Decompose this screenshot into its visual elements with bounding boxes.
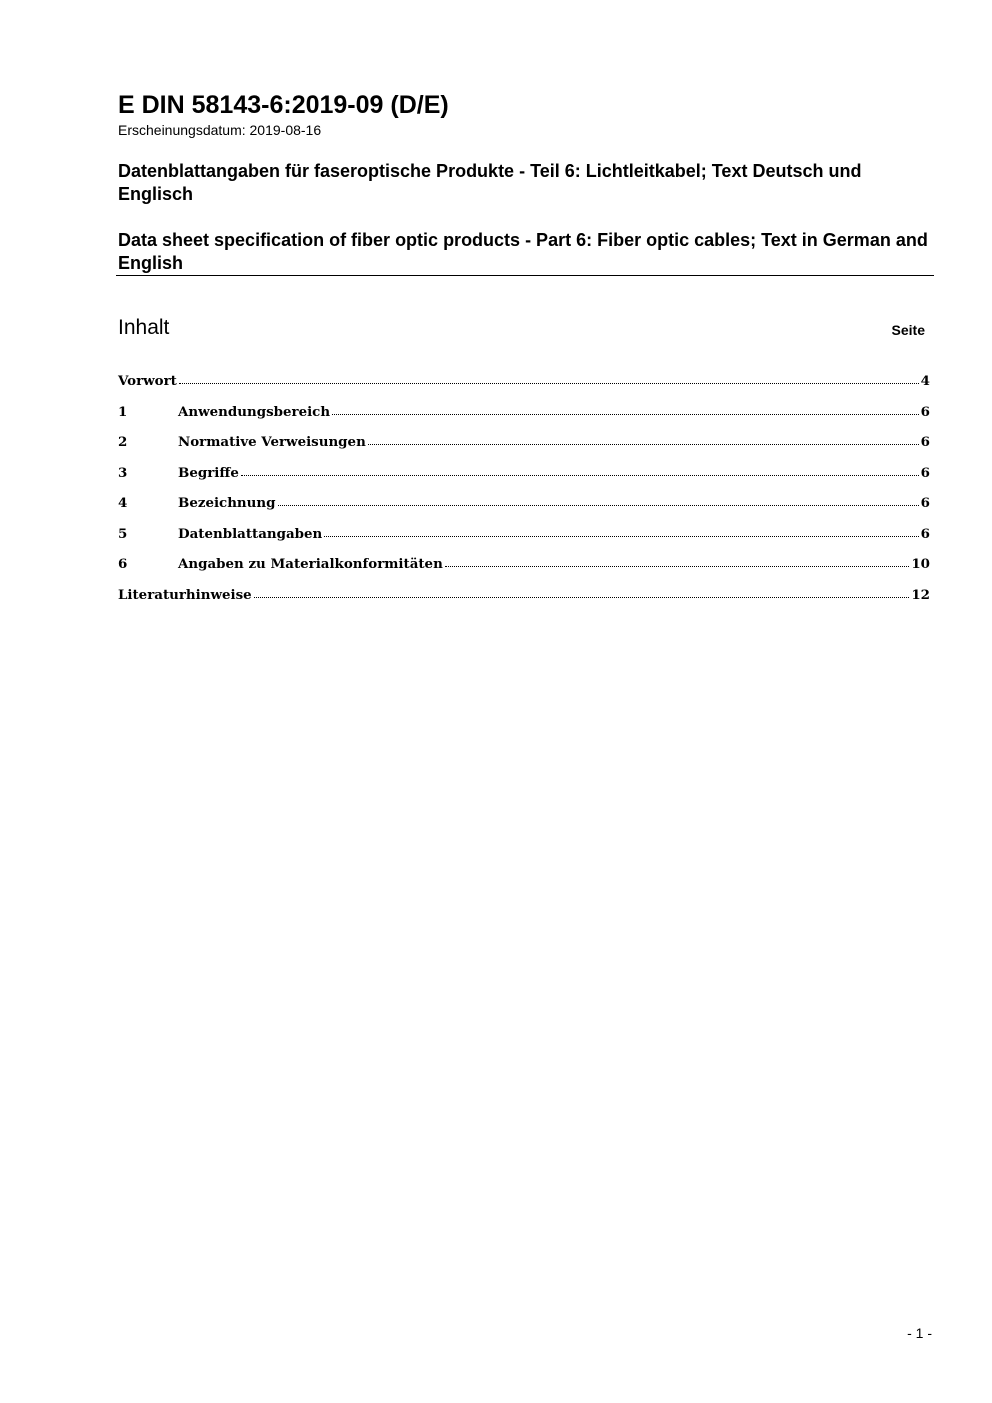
header-divider [116,275,934,276]
toc-entry-number: 5 [118,525,128,542]
toc-entry-materialkonformitaeten[interactable] [118,552,930,583]
document-id: E DIN 58143-6:2019-09 (D/E) [118,91,449,119]
toc-entry-title: Bezeichnung [178,495,276,511]
toc-entry-title: Anwendungsbereich [178,403,331,420]
toc-dot-leader [368,443,919,445]
toc-dot-leader [254,596,910,598]
toc-entry-number: 6 [118,556,128,572]
toc-entry-number: 4 [118,495,128,511]
toc-entry-begriffe[interactable] [118,461,930,492]
toc-entry-literaturhinweise[interactable] [118,583,930,614]
toc-dot-leader [445,565,910,567]
toc-dot-leader [332,413,919,415]
toc-dot-leader [241,474,919,476]
toc-entry-page: 6 [920,495,930,511]
toc-entry-page: 10 [911,556,930,572]
toc-entry-normative-verweisungen[interactable] [118,430,930,461]
toc-entry-title: Angaben zu Materialkonformitäten [178,556,443,572]
toc-dot-leader [324,535,918,537]
footer-page-number: - 1 - [907,1325,932,1341]
toc-entry-page: 6 [920,525,930,542]
toc-entry-title: Vorwort [118,373,177,389]
toc-entry-page: 6 [920,464,930,481]
toc-entry-number: 2 [118,434,128,450]
publication-date: Erscheinungsdatum: 2019-08-16 [118,122,322,138]
title-german: Datenblattangaben für faseroptische Produkte - Teil 6: Lichtleitkabel; Text Deutsch und Englisch [118,161,862,204]
toc-entry-title: Normative Verweisungen [178,434,366,450]
toc-entry-title: Datenblattangaben [178,525,323,542]
toc-entry-title: Begriffe [178,464,239,481]
toc-entry-anwendungsbereich[interactable] [118,400,930,431]
toc-page-column-label: Seite [891,322,925,338]
toc-dot-leader [179,382,919,384]
toc-entry-page: 6 [920,403,930,420]
toc-heading: Inhalt [118,316,170,339]
toc-entry-page: 12 [911,586,930,603]
toc-entry-datenblattangaben[interactable] [118,522,930,553]
toc-dot-leader [278,504,919,506]
toc-entry-number: 1 [118,403,128,420]
toc-entry-page: 6 [920,434,930,450]
toc-entry-title: Literaturhinweise [118,586,252,603]
table-of-contents [118,369,930,613]
toc-entry-bezeichnung[interactable] [118,491,930,522]
toc-entry-number: 3 [118,464,128,481]
title-english: Data sheet specification of fiber optic products - Part 6: Fiber optic cables; Text in German and English [118,230,928,273]
toc-entry-page: 4 [920,373,930,389]
toc-entry-vorwort[interactable] [118,369,930,400]
